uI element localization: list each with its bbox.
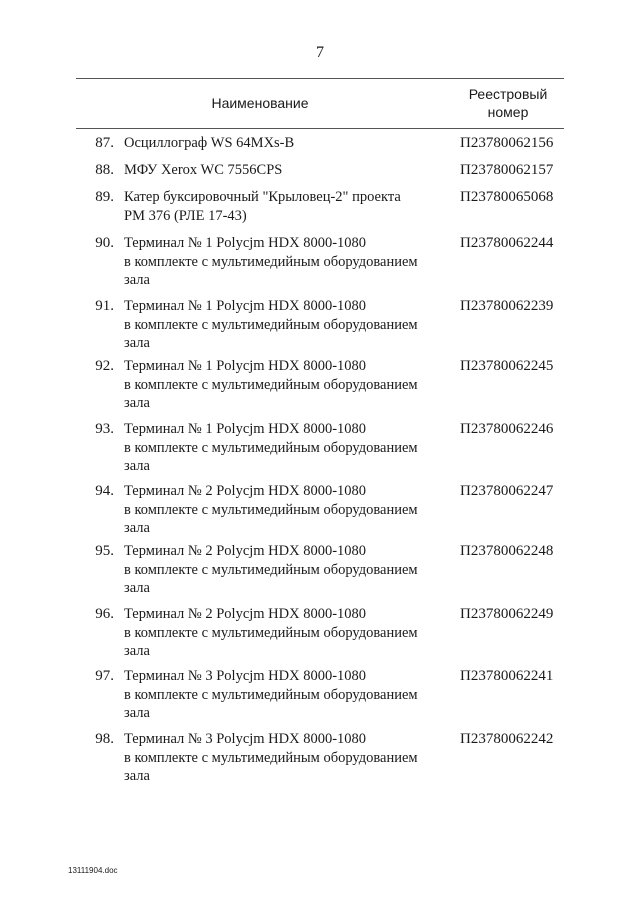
row-name-line: в комплекте с мультимедийным оборудованием <box>124 749 418 766</box>
column-header-registry <box>458 85 558 121</box>
table-top-rule <box>76 78 564 79</box>
row-name-line: Терминал № 2 Polycjm HDX 8000-1080 <box>124 543 367 559</box>
row-name-line: Терминал № 2 Polycjm HDX 8000-1080 <box>124 483 367 499</box>
row-registry-number: П23780062239 <box>460 298 554 314</box>
row-name <box>124 234 444 290</box>
row-name-line: МФУ Xerox WC 7556CPS <box>124 162 283 178</box>
row-number: 96. <box>95 606 114 622</box>
row-number: 89. <box>95 189 114 205</box>
row-name-line: зала <box>124 272 150 288</box>
row-registry-number: П23780062246 <box>460 421 554 437</box>
row-number: 88. <box>95 162 114 178</box>
column-header-registry-line2: номер <box>487 104 529 120</box>
row-name-line: зала <box>124 335 150 351</box>
row-name-line: в комплекте с мультимедийным оборудованием <box>124 253 418 270</box>
row-registry-number: П23780062156 <box>460 135 554 151</box>
row-name-line: в комплекте с мультимедийным оборудованием <box>124 501 418 518</box>
row-name-line: Терминал № 1 Polycjm HDX 8000-1080 <box>124 358 367 374</box>
row-name <box>124 297 444 353</box>
row-registry-number: П23780062241 <box>460 668 554 684</box>
row-name-line: в комплекте с мультимедийным оборудованием <box>124 316 418 333</box>
row-name-line: в комплекте с мультимедийным оборудованием <box>124 376 418 393</box>
row-number: 98. <box>95 731 114 747</box>
table-header-rule <box>76 128 564 129</box>
row-number: 92. <box>95 358 114 374</box>
row-registry-number: П23780062248 <box>460 543 554 559</box>
row-name-line: зала <box>124 458 150 474</box>
row-name-line: Терминал № 3 Polycjm HDX 8000-1080 <box>124 668 367 684</box>
row-name-line: Катер буксировочный "Крыловец-2" проекта <box>124 189 401 205</box>
row-name <box>124 667 444 723</box>
row-number: 94. <box>95 483 114 499</box>
footer-filename: 13111904.doc <box>68 866 118 875</box>
row-name <box>124 730 444 786</box>
row-name <box>124 605 444 661</box>
row-registry-number: П23780062249 <box>460 606 554 622</box>
page-number: 7 <box>316 44 324 61</box>
row-name-line: в комплекте с мультимедийным оборудованием <box>124 561 418 578</box>
row-registry-number: П23780062247 <box>460 483 554 499</box>
row-name <box>124 357 444 413</box>
row-number: 97. <box>95 668 114 684</box>
row-name-line: Терминал № 2 Polycjm HDX 8000-1080 <box>124 606 367 622</box>
row-number: 87. <box>95 135 114 151</box>
row-name <box>124 188 444 225</box>
row-name-line: РМ 376 (РЛЕ 17-43) <box>124 207 247 224</box>
row-name-line: зала <box>124 705 150 721</box>
row-name-line: зала <box>124 643 150 659</box>
row-registry-number: П23780062244 <box>460 235 554 251</box>
row-name-line: Осциллограф WS 64MXs-B <box>124 135 295 151</box>
row-name <box>124 134 444 153</box>
row-number: 93. <box>95 421 114 437</box>
row-registry-number: П23780062157 <box>460 162 554 178</box>
row-name <box>124 161 444 180</box>
row-name-line: в комплекте с мультимедийным оборудованием <box>124 686 418 703</box>
row-name <box>124 542 444 598</box>
row-name-line: Терминал № 1 Polycjm HDX 8000-1080 <box>124 298 367 314</box>
row-name-line: зала <box>124 395 150 411</box>
row-name-line: в комплекте с мультимедийным оборудованием <box>124 624 418 641</box>
row-name-line: зала <box>124 768 150 784</box>
row-registry-number: П23780062245 <box>460 358 554 374</box>
row-name-line: зала <box>124 520 150 536</box>
row-registry-number: П23780062242 <box>460 731 554 747</box>
row-name <box>124 420 444 476</box>
row-registry-number: П23780065068 <box>460 189 554 205</box>
row-number: 90. <box>95 235 114 251</box>
row-name-line: Терминал № 1 Polycjm HDX 8000-1080 <box>124 235 367 251</box>
row-name <box>124 482 444 538</box>
row-name-line: Терминал № 3 Polycjm HDX 8000-1080 <box>124 731 367 747</box>
row-number: 91. <box>95 298 114 314</box>
column-header-registry-line1: Реестровый <box>468 86 548 102</box>
row-name-line: Терминал № 1 Polycjm HDX 8000-1080 <box>124 421 367 437</box>
row-name-line: в комплекте с мультимедийным оборудованием <box>124 439 418 456</box>
row-number: 95. <box>95 543 114 559</box>
row-name-line: зала <box>124 580 150 596</box>
column-header-name: Наименование <box>211 95 309 111</box>
